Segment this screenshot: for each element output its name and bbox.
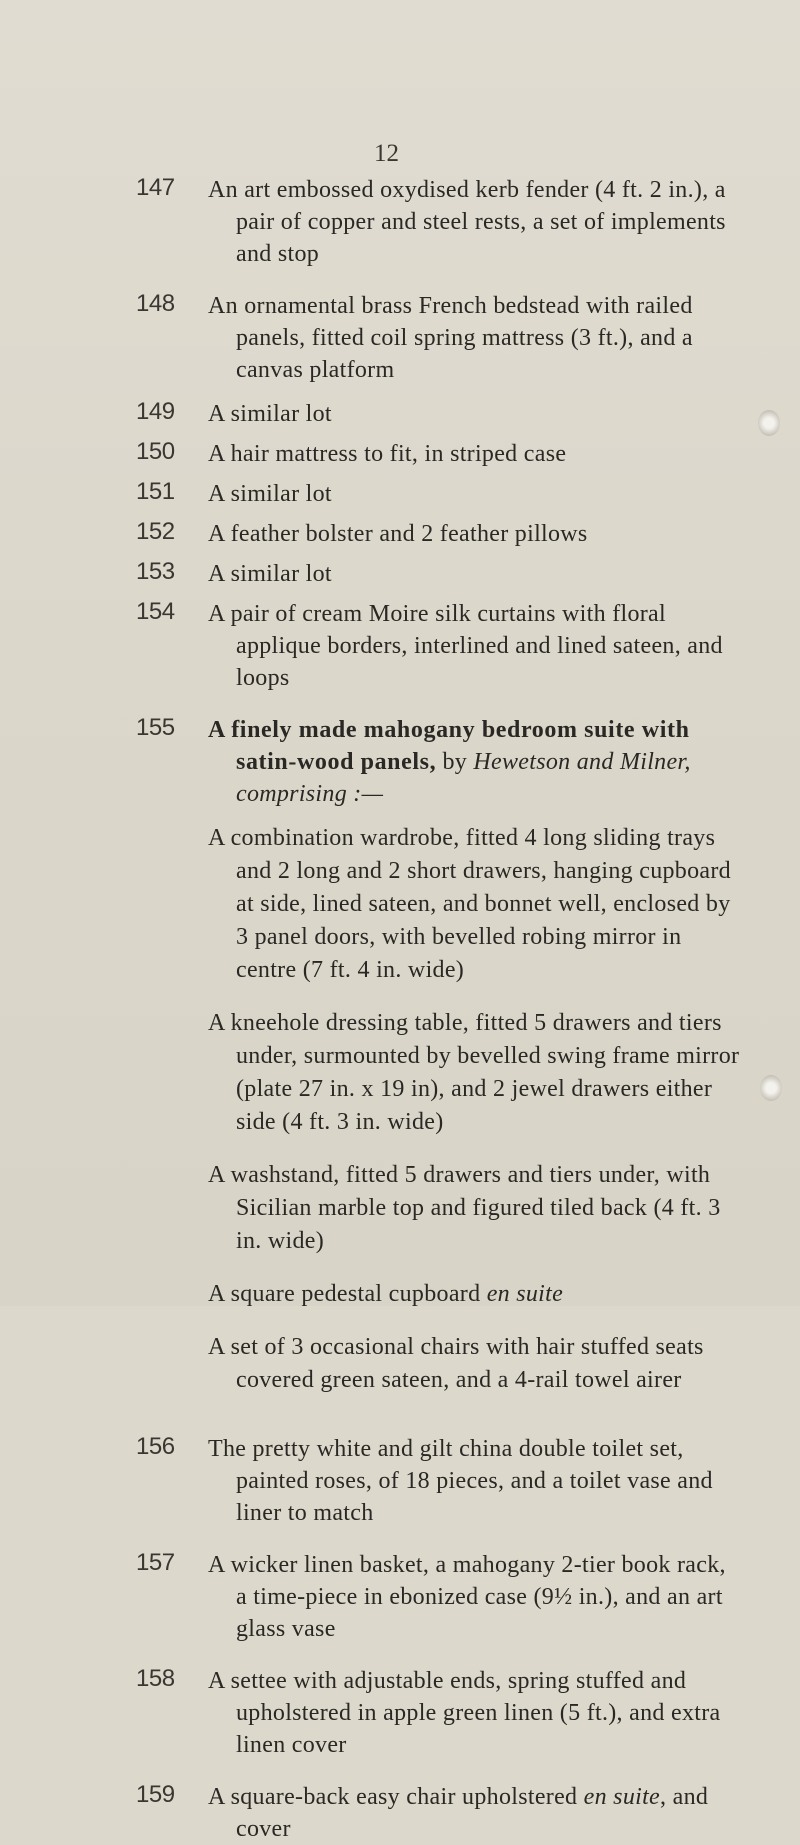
lot-text-plain: , and cover [236,1784,709,1842]
lot-description: An art embossed oxydised kerb fender (4 ft. 2 in.), a pair of copper and steel rests, a set of implements and stop [208,177,726,267]
lot-description: A similar lot [208,561,332,587]
lot-text-plain: A square-back easy chair upholstered [208,1784,584,1810]
lot-number: 158 [136,1665,175,1692]
lot-text-italic: en suite [486,1281,564,1307]
lot-number: 159 [136,1781,175,1808]
lot-number: 152 [136,518,175,545]
suite-item-washstand: A washstand, fitted 5 drawers and tiers under, with Sicilian marble top and figured tiled back (4 ft. 3 in. wide) [208,1162,721,1254]
lot-description: A hair mattress to fit, in striped case [208,441,567,467]
suite-item-pedestal-cupboard [208,1278,740,1311]
lot-description: A similar lot [208,401,332,427]
suite-item-chairs: A set of 3 occasional chairs with hair stuffed seats covered green sateen, and a 4-rail towel airer [208,1334,704,1393]
lot-maker-italic: Hewetson and Milner, comprising :— [236,749,691,807]
lot-number: 153 [136,558,175,585]
lot-number: 154 [136,598,175,625]
paper-blemish [758,410,780,436]
lot-description [208,1781,740,1845]
lot-description: A pair of cream Moire silk curtains with floral applique borders, interlined and lined sateen, and loops [208,601,723,691]
lot-number: 148 [136,290,175,317]
lot-text-plain: by [436,749,474,775]
lot-description [208,714,740,810]
lot-title-bold: A finely made mahogany bedroom suite with satin-wood panels, [208,717,690,775]
lot-number: 155 [136,714,175,741]
lot-description: A feather bolster and 2 feather pillows [208,521,588,547]
lot-description: A similar lot [208,481,332,507]
lot-description: An ornamental brass French bedstead with railed panels, fitted coil spring mattress (3 ft.), and a canvas platform [208,293,693,383]
paper-blemish [760,1075,782,1101]
suite-item-wardrobe: A combination wardrobe, fitted 4 long sliding trays and 2 long and 2 short drawers, hanging cupboard at side, lined sateen, and bonnet well, enclosed by 3 panel doors, with bevelled robing mirror in centre (7 ft. 4 in. wide) [208,825,731,983]
lot-number: 157 [136,1549,175,1576]
page-number: 12 [374,140,399,167]
lot-number: 149 [136,398,175,425]
lot-description: The pretty white and gilt china double toilet set, painted roses, of 18 pieces, and a toilet vase and liner to match [208,1436,713,1526]
lot-number: 150 [136,438,175,465]
suite-item-dressing-table: A kneehole dressing table, fitted 5 drawers and tiers under, surmounted by bevelled swing frame mirror (plate 27 in. x 19 in), and 2 jewel drawers either side (4 ft. 3 in. wide) [208,1010,740,1135]
lot-number: 151 [136,478,175,505]
lot-description: A wicker linen basket, a mahogany 2-tier book rack, a time-piece in ebonized case (9½ in.), and an art glass vase [208,1552,726,1642]
lot-description: A settee with adjustable ends, spring stuffed and upholstered in apple green linen (5 ft.), and extra linen cover [208,1668,721,1758]
lot-text-italic: en suite [583,1784,661,1810]
lot-number: 147 [136,174,175,201]
lot-text-plain: A square pedestal cupboard [208,1281,487,1307]
lot-number: 156 [136,1433,175,1460]
